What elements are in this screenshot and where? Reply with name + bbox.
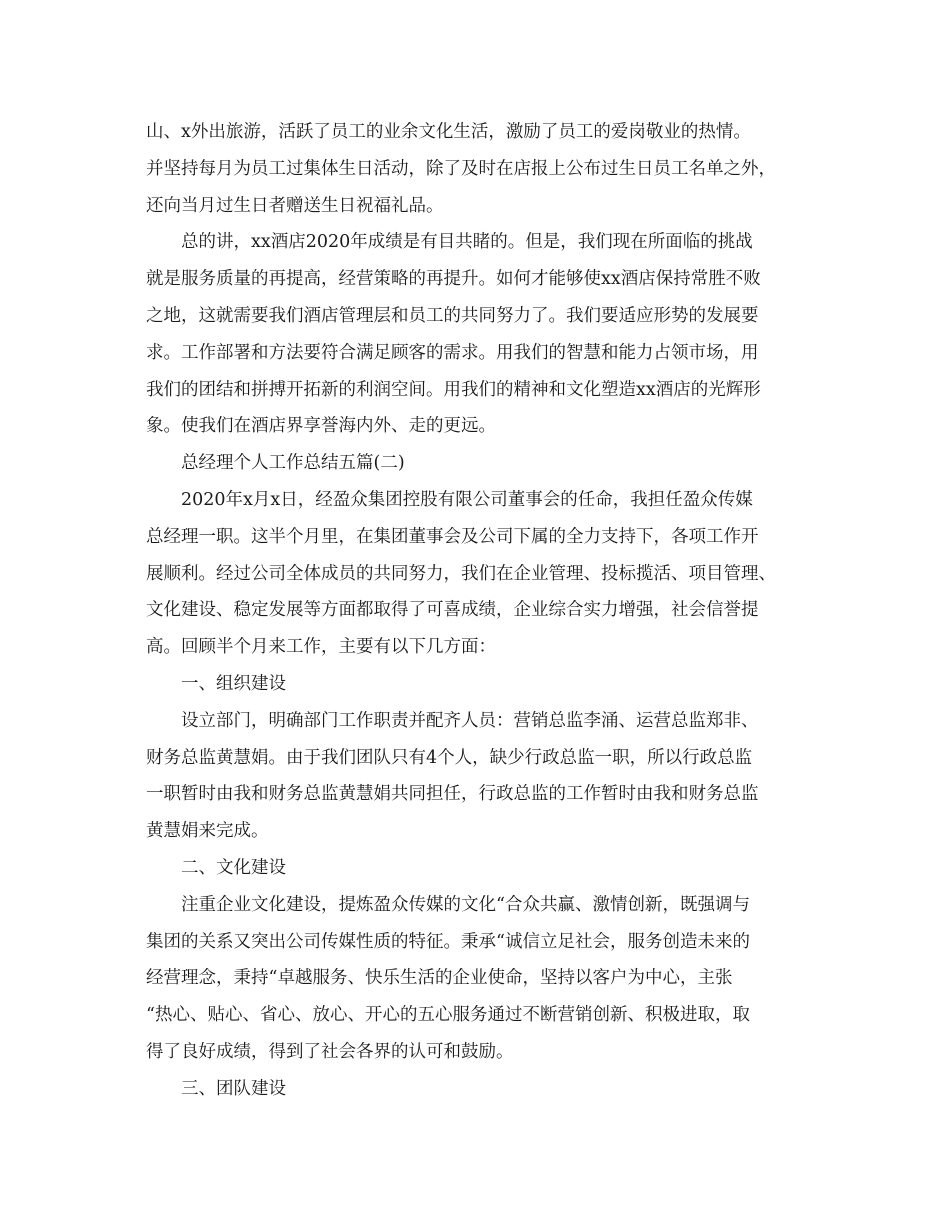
text-line: 财务总监黄慧娟。由于我们团队只有4个人，缺少行政总监一职，所以行政总监 [146,747,753,768]
section-heading: 一、组织建设 [181,673,286,694]
text-line: 展顺利。经过公司全体成员的共同努力，我们在企业管理、投标揽活、项目管理、 [146,563,776,584]
text-line: 一职暂时由我和财务总监黄慧娟共同担任，行政总监的工作暂时由我和财务总监 [146,784,759,805]
text-line: 还向当月过生日者赠送生日祝福礼品。 [146,195,444,216]
text-line: 就是服务质量的再提高，经营策略的再提升。如何才能够使xx酒店保持常胜不败 [146,269,761,290]
paragraph-start: 设立部门，明确部门工作职责并配齐人员：营销总监李涌、运营总监郑非、 [181,710,759,731]
section-title: 总经理个人工作总结五篇(二) [181,453,405,474]
text-line: 得了良好成绩，得到了社会各界的认可和鼓励。 [146,1041,514,1062]
text-line: 总经理一职。这半个月里，在集团董事会及公司下属的全力支持下，各项工作开 [146,526,759,547]
text-line: 我们的团结和拼搏开拓新的利润空间。用我们的精神和文化塑造xx酒店的光辉形 [146,379,761,400]
text-line: 象。使我们在酒店界享誉海内外、走的更远。 [146,416,496,437]
section-heading: 二、文化建设 [181,857,286,878]
text-line: 高。回顾半个月来工作，主要有以下几方面： [146,637,496,658]
text-line: 求。工作部署和方法要符合满足顾客的需求。用我们的智慧和能力占领市场，用 [146,342,759,363]
paragraph-start: 2020年x月x日，经盈众集团控股有限公司董事会的任命，我担任盈众传媒 [181,489,753,510]
text-line: 之地，这就需要我们酒店管理层和员工的共同努力了。我们要适应形势的发展要 [146,305,759,326]
paragraph-start: 总的讲，xx酒店2020年成绩是有目共睹的。但是，我们现在所面临的挑战 [181,232,753,253]
text-line: 经营理念，秉持“卓越服务、快乐生活的企业使命，坚持以客户为中心，主张 [146,968,733,989]
section-heading: 三、团队建设 [181,1078,286,1099]
document-body [146,114,806,1108]
text-line: 并坚持每月为员工过集体生日活动，除了及时在店报上公布过生日员工名单之外， [146,158,776,179]
text-line: 黄慧娟来完成。 [146,821,269,842]
text-line: 文化建设、稳定发展等方面都取得了可喜成绩，企业综合实力增强，社会信誉提 [146,600,759,621]
text-line: 集团的关系又突出公司传媒性质的特征。秉承“诚信立足社会，服务创造未来的 [146,931,750,952]
text-line: “热心、贴心、省心、放心、开心的五心服务通过不断营销创新、积极进取，取 [146,1005,750,1026]
paragraph-start: 注重企业文化建设，提炼盈众传媒的文化“合众共赢、激情创新，既强调与 [181,894,750,915]
text-line: 山、x外出旅游，活跃了员工的业余文化生活，激励了员工的爱岗敬业的热情。 [146,122,751,142]
